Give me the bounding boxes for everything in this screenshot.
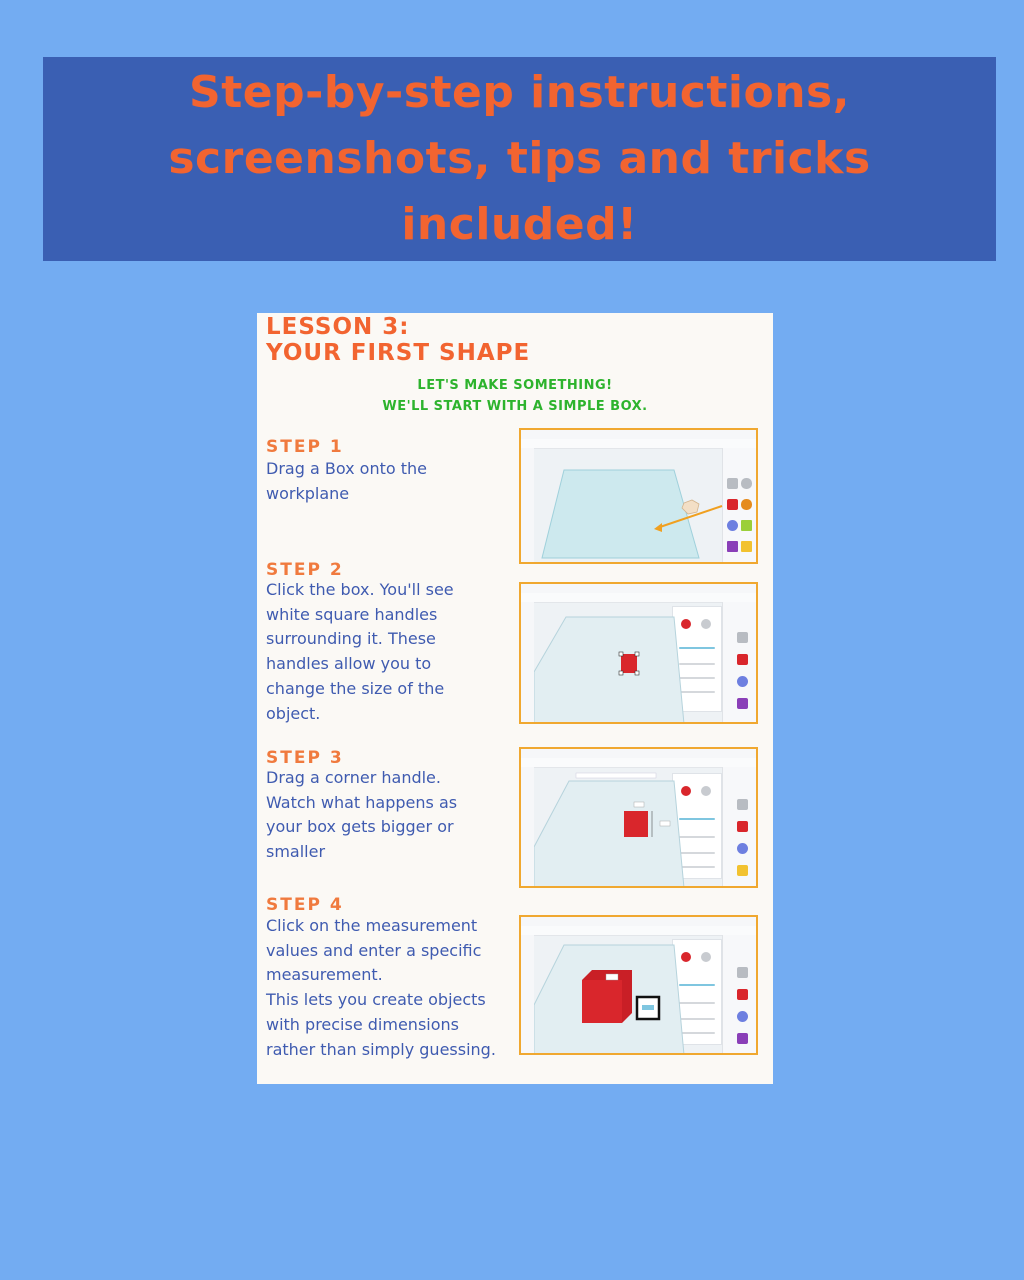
corner-handle [635, 671, 639, 675]
workplane-view [534, 602, 723, 722]
large-box-front [582, 980, 622, 1023]
view-controls [521, 935, 534, 1053]
dimension-label [634, 802, 644, 807]
lesson-number: LESSON 3: [266, 314, 410, 340]
step-1-heading: STEP 1 [266, 437, 344, 457]
step-2-heading: STEP 2 [266, 560, 344, 580]
shape-pyramid [741, 541, 752, 552]
shape-sphere [737, 676, 748, 687]
shapes-panel [722, 935, 756, 1053]
corner-handle [619, 652, 623, 656]
view-controls [521, 448, 534, 562]
shape-box-red [727, 499, 738, 510]
workplane-grid [534, 448, 724, 564]
view-controls [521, 767, 534, 886]
lesson-page [257, 313, 773, 1084]
intro-line-2: WE'LL START WITH A SIMPLE BOX. [382, 399, 648, 414]
shape-sphere [737, 1011, 748, 1022]
shapes-panel [722, 767, 756, 886]
step-3-text: Drag a corner handle. Watch what happens as your box gets bigger or smaller [266, 768, 458, 862]
lesson-title [266, 314, 530, 366]
intro-line-1: LET'S MAKE SOMETHING! [417, 378, 613, 393]
workplane-grid [534, 602, 724, 724]
workplane-grid [534, 935, 724, 1055]
shape-box-grey [737, 799, 748, 810]
step-4-text: Click on the measurement values and enter a specific measurement. This lets you create objects with precise dimensions rather than simply guessing. [266, 916, 496, 1059]
shape-scribble [741, 520, 752, 531]
measurement-value [642, 1005, 654, 1010]
shape-cone [737, 698, 748, 709]
shape-box-red [737, 821, 748, 832]
shape-cone [737, 1033, 748, 1044]
workplane-view [534, 935, 723, 1053]
corner-handle [619, 671, 623, 675]
shape-sphere [727, 520, 738, 531]
shape-box-red [737, 654, 748, 665]
step-3-heading: STEP 3 [266, 748, 344, 768]
view-controls [521, 602, 534, 722]
step-4-heading: STEP 4 [266, 895, 344, 915]
banner-title: Step-by-step instructions, screenshots, tips and tricks included! [168, 67, 871, 250]
step-3-screenshot [519, 747, 758, 888]
dimension-label [660, 821, 670, 826]
step-1-text: Drag a Box onto the workplane [266, 459, 427, 503]
shape-box-grey [737, 967, 748, 978]
shape-box-red [737, 989, 748, 1000]
shape-box-grey [737, 632, 748, 643]
resized-box [624, 811, 648, 837]
tooltip-bar [576, 773, 656, 778]
shape-cylinder-grey [741, 478, 752, 489]
corner-handle [635, 652, 639, 656]
step-1-screenshot [519, 428, 758, 564]
lesson-intro [257, 375, 773, 417]
workplane-view [534, 767, 723, 886]
shapes-panel [722, 602, 756, 722]
step-4-screenshot [519, 915, 758, 1055]
shape-box-grey [727, 478, 738, 489]
shape-cone [727, 541, 738, 552]
shapes-panel [722, 448, 756, 562]
header-banner [43, 57, 996, 261]
shape-sphere [737, 843, 748, 854]
selected-box [621, 654, 637, 673]
step-2-screenshot [519, 582, 758, 724]
shape-pyramid [737, 865, 748, 876]
step-2-text: Click the box. You'll see white square handles surrounding it. These handles allow you to change the size of the object. [266, 580, 454, 723]
shape-cylinder-orange [741, 499, 752, 510]
workplane-view [534, 448, 723, 562]
dimension-label [606, 974, 618, 980]
lesson-name: YOUR FIRST SHAPE [266, 340, 531, 366]
workplane-grid [534, 767, 724, 888]
